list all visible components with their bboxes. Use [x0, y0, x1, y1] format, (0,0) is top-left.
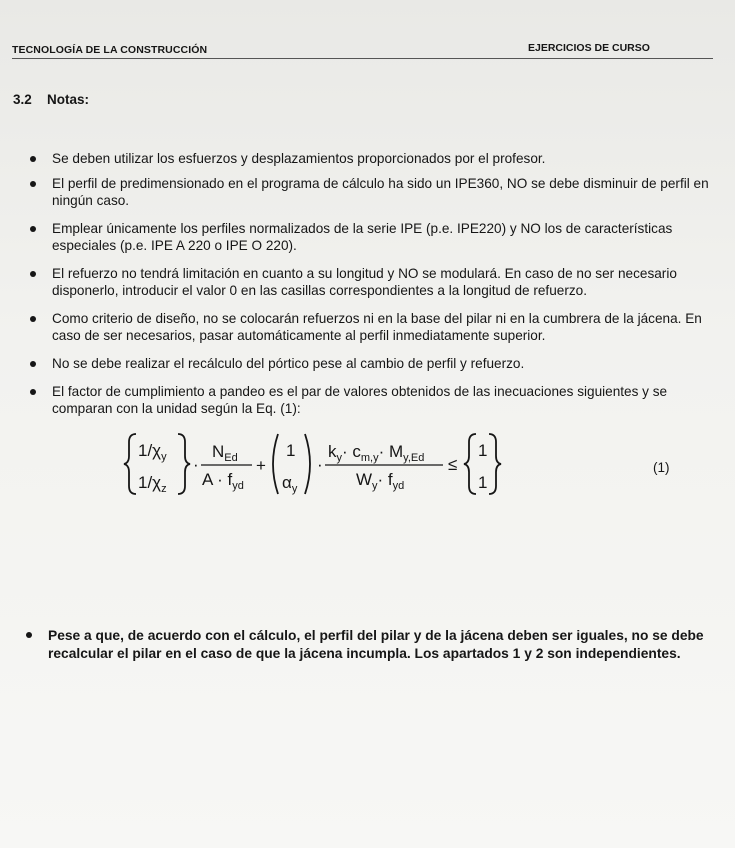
eq-dot-1: · — [193, 455, 199, 474]
bullet-icon — [26, 632, 32, 638]
eq-frac1-num-sub: Ed — [224, 452, 238, 464]
eq-frac2-w: W — [356, 470, 373, 489]
bullet-icon — [30, 156, 36, 162]
section-number: 3.2 — [13, 92, 32, 107]
header-divider — [12, 58, 713, 59]
note-text: El factor de cumplimiento a pandeo es el par de valores obtenidos de las inecuaciones siguientes y se comparan con la unidad según la Eq. (1): — [52, 384, 668, 416]
note-text: Emplear únicamente los perfiles normalizados de la serie IPE (p.e. IPE220) y NO los de características especiales (p.e. IPE A 220 o IPE O 220). — [52, 221, 673, 253]
eq-left-bottom: 1/χ — [138, 473, 162, 492]
eq-right-bottom: 1 — [478, 473, 488, 492]
eq-leq: ≤ — [448, 455, 458, 474]
bullet-icon — [30, 361, 36, 367]
equation-number: (1) — [653, 460, 670, 475]
svg-text:1/χy — [138, 441, 167, 463]
note-text: El perfil de predimensionado en el programa de cálculo ha sido un IPE360, NO se debe disminuir de perfil en ningún caso. — [52, 176, 709, 208]
eq-mid-bottom-sub: y — [291, 483, 298, 495]
eq-frac2-k-sub: y — [336, 452, 342, 464]
section-title: Notas: — [47, 92, 90, 107]
eq-frac2-m: · M — [378, 442, 404, 461]
svg-text:A · fyd — [202, 470, 244, 492]
bullet-icon — [30, 271, 36, 277]
eq-plus: + — [256, 456, 266, 475]
header-course-title: TECNOLOGÍA DE LA CONSTRUCCIÓN — [12, 44, 208, 56]
right-brace — [489, 434, 501, 494]
left-brace — [124, 434, 136, 494]
note-item — [30, 221, 712, 254]
eq-frac2-f-sub: yd — [392, 480, 405, 492]
eq-frac2-c-sub: m,y — [360, 452, 379, 464]
right-paren — [305, 434, 310, 494]
eq-frac2-k: k — [328, 442, 337, 461]
svg-text:NEd — [212, 442, 238, 464]
note-item — [26, 627, 735, 662]
bullet-icon — [30, 316, 36, 322]
note-item — [30, 356, 712, 373]
note-text: Pese a que, de acuerdo con el cálculo, el perfil del pilar y de la jácena deben ser iguales, no se debe recalcular el pilar en el caso de que la jácena incumpla. Los apartados 1 y 2 son independientes. — [48, 628, 704, 661]
note-text: No se debe realizar el recálculo del pórtico pese al cambio de perfil y refuerzo. — [52, 356, 525, 371]
bullet-icon — [30, 226, 36, 232]
svg-text:Wy· fyd — [356, 470, 404, 492]
note-item — [30, 384, 712, 417]
note-text: Como criterio de diseño, no se colocarán refuerzos ni en la base del pilar ni en la cumbrera de la jácena. En caso de ser necesarios, pasar automáticamente al perfil inmediatamente superior. — [52, 311, 702, 343]
bullet-icon — [30, 181, 36, 187]
buckling-equation — [122, 430, 542, 498]
header-section-label: EJERCICIOS DE CURSO — [528, 42, 650, 54]
note-item — [30, 266, 712, 299]
eq-frac2-c: · c — [342, 442, 361, 461]
eq-left-top-sub: y — [161, 451, 167, 463]
eq-dot-2: · — [317, 455, 323, 474]
note-item — [30, 311, 712, 344]
eq-mid-top: 1 — [286, 441, 296, 460]
eq-frac2-f: · f — [377, 470, 393, 489]
eq-frac2-w-sub: y — [372, 480, 378, 492]
note-text: El refuerzo no tendrá limitación en cuanto a su longitud y NO se modulará. En caso de no ser necesario disponerlo, introducir el valor 0 en las casillas correspondientes a la longitud de refuerzo. — [52, 266, 677, 298]
eq-frac1-den-sub: yd — [232, 480, 244, 492]
eq-left-top: 1/χ — [138, 441, 162, 460]
eq-frac2-m-sub: y,Ed — [403, 452, 425, 464]
eq-right-top: 1 — [478, 441, 488, 460]
left-paren — [273, 434, 278, 494]
svg-text:1/χz — [138, 473, 167, 495]
section-heading — [13, 92, 89, 107]
eq-left-bottom-sub: z — [161, 483, 167, 495]
note-item — [30, 151, 712, 168]
right-brace-open — [464, 434, 476, 494]
note-text: Se deben utilizar los esfuerzos y desplazamientos proporcionados por el profesor. — [52, 151, 546, 166]
eq-frac1-num: N — [212, 442, 225, 461]
svg-text:αy — [282, 473, 298, 495]
note-item — [30, 176, 712, 209]
eq-mid-bottom: α — [282, 473, 292, 492]
bullet-icon — [30, 389, 36, 395]
svg-text:ky· cm,y· My,Ed — [328, 442, 424, 464]
eq-frac1-den: A · f — [202, 470, 233, 489]
left-brace-close — [178, 434, 190, 494]
